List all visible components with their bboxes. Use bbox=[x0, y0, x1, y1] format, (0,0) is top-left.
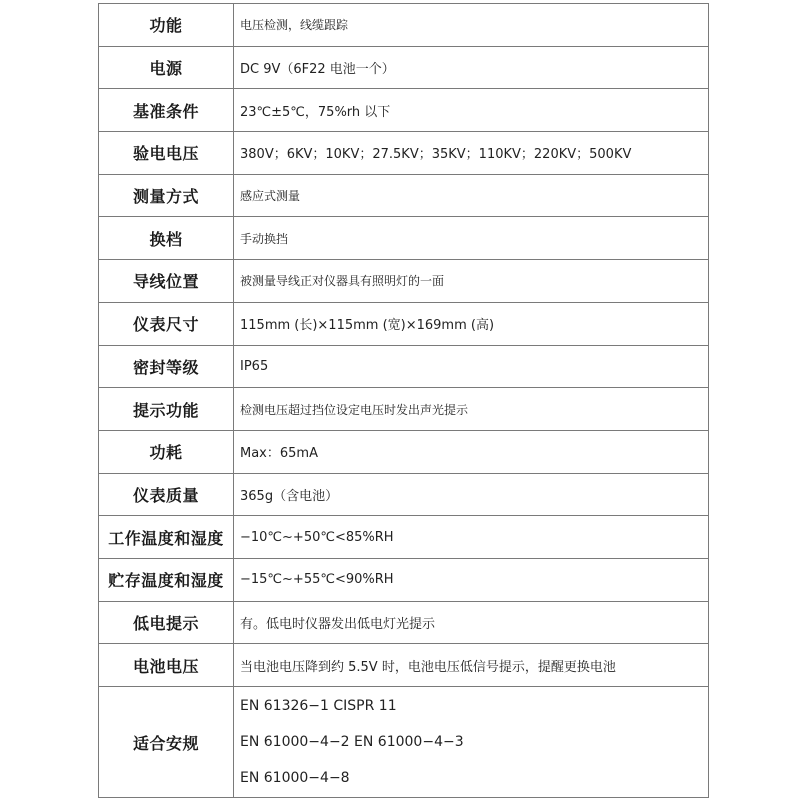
table-row-range-switch bbox=[99, 217, 709, 260]
row-label: 验电电压 bbox=[99, 132, 234, 175]
table-row-test-voltage bbox=[99, 132, 709, 175]
row-value: 23℃±5℃，75%rh 以下 bbox=[234, 89, 709, 132]
row-label: 密封等级 bbox=[99, 345, 234, 388]
row-label: 电源 bbox=[99, 46, 234, 89]
row-value: −15℃~+55℃<90%RH bbox=[234, 558, 709, 601]
row-value: 被测量导线正对仪器具有照明灯的一面 bbox=[234, 260, 709, 303]
row-label: 低电提示 bbox=[99, 601, 234, 644]
row-value: 有。低电时仪器发出低电灯光提示 bbox=[234, 601, 709, 644]
standard-line: EN 61000−4−8 bbox=[240, 770, 350, 786]
row-label: 仪表尺寸 bbox=[99, 302, 234, 345]
table-row-sealing-grade bbox=[99, 345, 709, 388]
row-value: DC 9V（6F22 电池一个） bbox=[234, 46, 709, 89]
row-value: 手动换挡 bbox=[234, 217, 709, 260]
row-value: 检测电压超过挡位设定电压时发出声光提示 bbox=[234, 388, 709, 431]
table-row-battery-voltage bbox=[99, 644, 709, 687]
row-value: IP65 bbox=[234, 345, 709, 388]
row-label: 适合安规 bbox=[99, 687, 234, 798]
row-label: 仪表质量 bbox=[99, 473, 234, 516]
row-value: 当电池电压降到约 5.5V 时，电池电压低信号提示，提醒更换电池 bbox=[234, 644, 709, 687]
row-value: 365g（含电池） bbox=[234, 473, 709, 516]
row-value: 电压检测，线缆跟踪 bbox=[234, 4, 709, 47]
row-label: 基准条件 bbox=[99, 89, 234, 132]
row-label: 功耗 bbox=[99, 430, 234, 473]
standard-line: EN 61326−1 CISPR 11 bbox=[240, 698, 397, 714]
row-label: 测量方式 bbox=[99, 174, 234, 217]
table-row-wire-position bbox=[99, 260, 709, 303]
row-label: 导线位置 bbox=[99, 260, 234, 303]
row-value: 115mm (长)×115mm (宽)×169mm (高) bbox=[234, 302, 709, 345]
row-value: 感应式测量 bbox=[234, 174, 709, 217]
row-value: −10℃~+50℃<85%RH bbox=[234, 516, 709, 559]
row-label: 贮存温度和湿度 bbox=[99, 558, 234, 601]
row-label: 提示功能 bbox=[99, 388, 234, 431]
table-row-dimensions bbox=[99, 302, 709, 345]
row-label: 电池电压 bbox=[99, 644, 234, 687]
table-row-operating-conditions bbox=[99, 516, 709, 559]
table-row-power-consumption bbox=[99, 430, 709, 473]
standard-line: EN 61000−4−2 EN 61000−4−3 bbox=[240, 734, 464, 750]
table-row-storage-conditions bbox=[99, 558, 709, 601]
table-row-standards bbox=[99, 687, 709, 798]
table-row-weight bbox=[99, 473, 709, 516]
row-label: 功能 bbox=[99, 4, 234, 47]
table-row-function bbox=[99, 4, 709, 47]
standards-list bbox=[234, 687, 709, 798]
row-value: Max：65mA bbox=[234, 430, 709, 473]
table-row-alert-function bbox=[99, 388, 709, 431]
row-value: 380V；6KV；10KV；27.5KV；35KV；110KV；220KV；500KV bbox=[234, 132, 709, 175]
table-row-power bbox=[99, 46, 709, 89]
row-label: 换档 bbox=[99, 217, 234, 260]
spec-table bbox=[98, 3, 709, 798]
table-row-low-battery-alert bbox=[99, 601, 709, 644]
table-row-reference-conditions bbox=[99, 89, 709, 132]
table-row-measurement-method bbox=[99, 174, 709, 217]
row-label: 工作温度和湿度 bbox=[99, 516, 234, 559]
